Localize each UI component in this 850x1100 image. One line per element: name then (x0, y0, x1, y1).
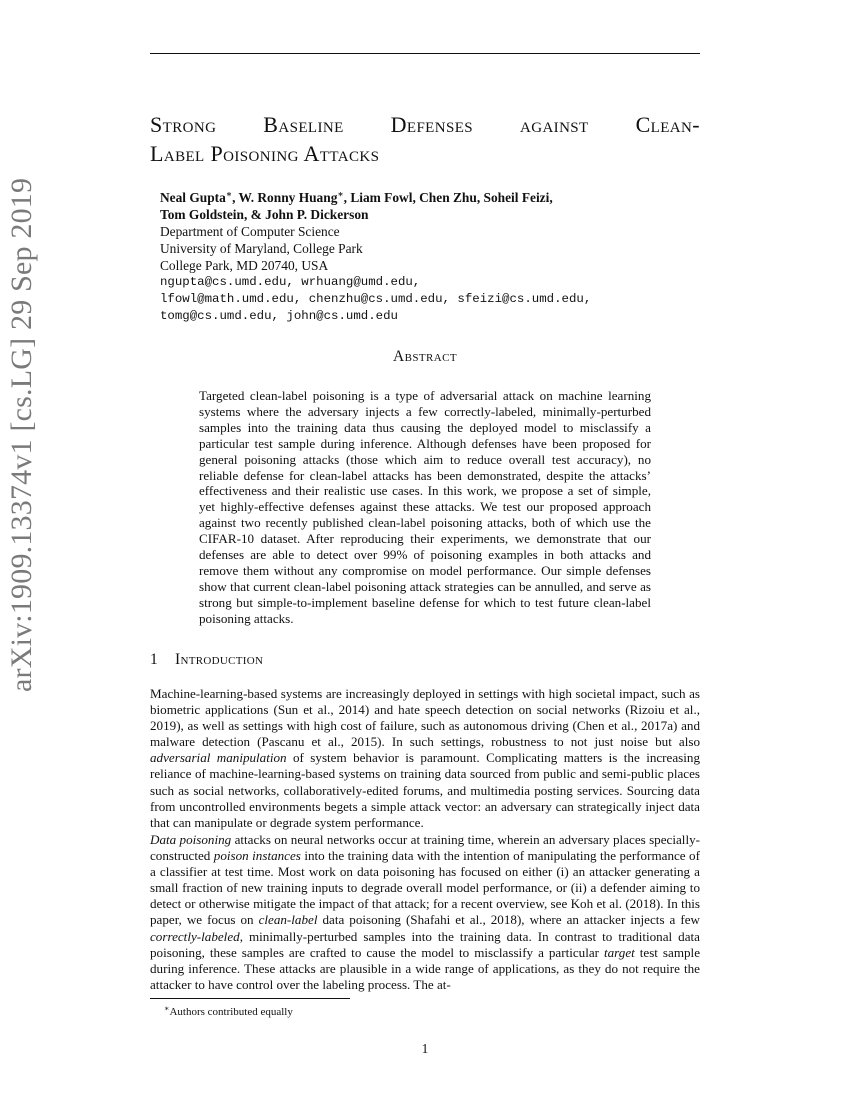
text-run: test sample during inference. These attacks are plausible in a wide range of applications, as they do not require the attacker to have control over the labeling process. The at- (150, 944, 701, 992)
author-separator: , (232, 190, 239, 205)
email-line: ngupta@cs.umd.edu, wrhuang@umd.edu, (160, 275, 421, 289)
page-number: 1 (421, 1041, 429, 1056)
section-heading (150, 651, 700, 669)
text-run: Machine-learning-based systems are increasingly deployed in settings with high societal impact, such as biometric applications (Sun et al., 2014) and hate speech detection on social networks (Rizoiu et al., 2019), as well as settings with high cost of failure, such as autonomous driving (Chen et al., 2017a) and malware detection (Pascanu et al., 2015). In such settings, robustness to not just noise but also (150, 686, 700, 750)
footnote-mark: ∗ (164, 1004, 170, 1013)
title-word: Baseline (263, 112, 344, 137)
department: Department of Computer Science (160, 224, 340, 239)
university: University of Maryland, College Park (160, 241, 363, 256)
author-name: Liam Fowl, Chen Zhu, Soheil Feizi, (350, 190, 553, 205)
title-word: Clean- (635, 112, 700, 137)
arxiv-identifier: arXiv:1909.13374v1 [cs.LG] 29 Sep 2019 (5, 177, 38, 692)
emphasis: Data poisoning (150, 832, 232, 847)
text-run: of system behavior is paramount. Complicating matters is the increasing reliance of machine-learning-based systems on training data sourced from public and semi-public places such as social networks, collaboratively-edited forums, and multimedia posting services. Sourcing data from uncontrolled environments begets a simple attack vector: an adversary can strategically inject data that can manipulate or degrade system performance. (150, 750, 700, 830)
paper-title (150, 110, 700, 168)
email-line: tomg@cs.umd.edu, john@cs.umd.edu (160, 309, 398, 323)
section-title: Introduction (175, 651, 264, 668)
address: College Park, MD 20740, USA (160, 258, 329, 273)
author-block (160, 186, 700, 325)
title-line-1 (150, 110, 700, 139)
text-run: attacks on neural networks occur at training time, wherein an adversary places specially-constructed (150, 832, 700, 864)
author-names-line-2: Tom Goldstein, & John P. Dickerson (160, 207, 369, 222)
footnote-text: Authors contributed equally (169, 1006, 293, 1018)
equal-contribution-mark: ∗ (337, 189, 344, 199)
title-word: Strong (150, 112, 217, 137)
emphasis: adversarial manipulation (150, 750, 287, 766)
text-run: data poisoning (Shafahi et al., 2018), where an attacker injects a few (317, 912, 700, 928)
intro-paragraph-2 (150, 832, 700, 993)
top-rule (150, 53, 700, 54)
text-run: , minimally-perturbed samples into the training data. In contrast to traditional data poisoning, these samples are crafted to cause the model to misclassify a particular (150, 928, 700, 960)
abstract-text: Targeted clean-label poisoning is a type of adversarial attack on machine learning systems where the adversary injects a few correctly-labeled, minimally-perturbed samples into the training data thus causing the deployed model to misclassify a particular test sample during inference. Although defenses have been proposed for general poisoning attacks (those which aim to reduce overall test accuracy), no reliable defense for clean-label attacks has been demonstrated, despite the attacks’ effectiveness and their realistic use cases. In this work, we propose a set of simple, yet highly-effective defenses against these attacks. We test our proposed approach against two recently published clean-label poisoning attacks, both of which use the CIFAR-10 dataset. After reproducing their experiments, we demonstrate that our defenses are able to detect over 99% of poisoning examples in both attacks and remove them without any compromise on model performance. Our simple defenses show that current clean-label poisoning attack strategies can be annulled, and serve as strong but simple-to-implement baseline defense for which to test future clean-label poisoning attacks. (199, 388, 651, 626)
intro-paragraph-1 (150, 686, 700, 831)
author-names-line-1 (160, 186, 700, 206)
author-name: Neal Gupta (160, 190, 226, 205)
title-word: against (519, 112, 589, 137)
emphasis: correctly-labeled (150, 928, 240, 944)
text-run: into the training data with the intention of manipulating the performance of a classifier at test time. Most work on data poisoning has focused on either (i) an attacker generating a small fraction of new training inputs to degrade overall model performance, or (ii) a defender aiming to detect or otherwise mitigate the impact of that attack; for a recent overview, see Koh et al. (2018). In this paper, we focus on (150, 848, 700, 928)
title-line-2: Label Poisoning Attacks (150, 141, 380, 166)
emphasis: poison instances (213, 848, 301, 864)
footnote (164, 1002, 293, 1019)
emphasis: target (604, 944, 635, 960)
email-line: lfowl@math.umd.edu, chenzhu@cs.umd.edu, sfeizi@cs.umd.edu, (160, 292, 592, 306)
section-number: 1 (150, 651, 159, 668)
emphasis: clean-label (258, 912, 318, 928)
footnote-rule (150, 998, 350, 999)
author-separator: , (343, 190, 351, 205)
author-name: W. Ronny Huang (238, 190, 338, 205)
equal-contribution-mark: ∗ (225, 189, 233, 199)
abstract-heading: Abstract (393, 348, 457, 365)
title-word: Defenses (390, 112, 474, 137)
